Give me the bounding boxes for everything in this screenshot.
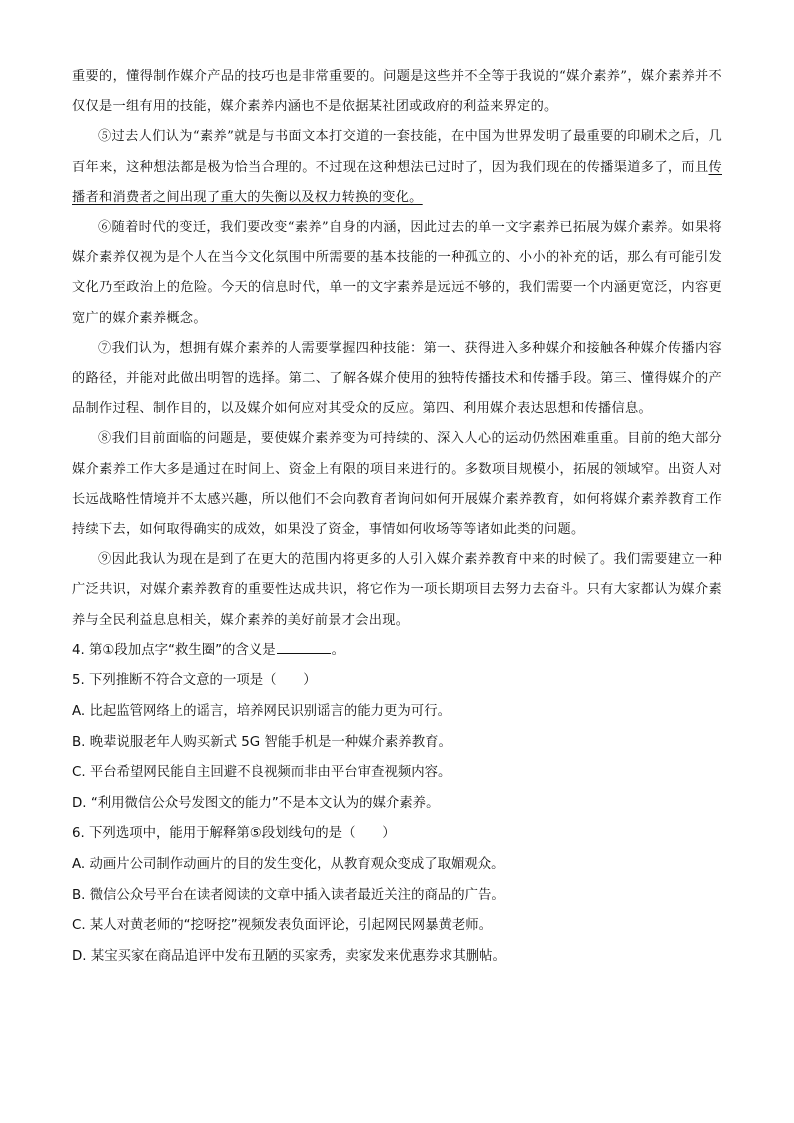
question-5-option-c[interactable]: C. 平台希望网民能自主回避不良视频而非由平台审查视频内容。	[72, 765, 452, 781]
question-5-option-d[interactable]: D. “利用微信公众号发图文的能力”不是本文认为的媒介素养。	[72, 795, 440, 811]
paragraph-7-text: ⑦我们认为，想拥有媒介素养的人需要掌握四种技能：第一、获得进入多种媒介和接触各种媒介传播内容的路径，并能对此做出明智的选择。第二、了解各媒介使用的独特传播技术和传播手段。第三、懂得媒介的产品制作过程、制作目的，以及媒介如何应对其受众的反应。第四、利用媒介表达思想和传播信息。	[72, 340, 722, 417]
paragraph-7	[72, 334, 722, 425]
answer-blank[interactable]	[277, 640, 331, 654]
questions-section	[72, 636, 722, 973]
question-4-end: 。	[331, 642, 345, 658]
question-6-option-c[interactable]: C. 某人对黄老师的“挖呀挖”视频发表负面评论，引起网民网暴黄老师。	[72, 918, 493, 934]
paragraph-6	[72, 213, 722, 334]
question-5-option-b[interactable]: B. 晚辈说服老年人购买新式 5G 智能手机是一种媒介素养教育。	[72, 734, 452, 750]
paragraph-5-underlined-sentence: 传播者和消费者之间出现了重大的失衡以及权力转换的变化。	[72, 159, 722, 205]
paragraph-8	[72, 424, 722, 545]
passage-continuation	[72, 62, 722, 122]
paragraph-5	[72, 122, 722, 213]
question-4-stem: 4. 第①段加点字“救生圈”的含义是	[72, 642, 276, 658]
question-6-stem: 6. 下列选项中，能用于解释第⑤段划线句的是（ ）	[72, 826, 396, 842]
paragraph-9-text: ⑨因此我认为现在是到了在更大的范围内将更多的人引入媒介素养教育中来的时候了。我们需要建立一种广泛共识，对媒介素养教育的重要性达成共识，将它作为一项长期项目去努力去奋斗。只有大家都认为媒介素养与全民利益息息相关，媒介素养的美好前景才会出现。	[72, 552, 722, 628]
paragraph-8-text: ⑧我们目前面临的问题是，要使媒介素养变为可持续的、深入人心的运动仍然困难重重。目前的绝大部分媒介素养工作大多是通过在时间上、资金上有限的项目来进行的。多数项目规模小，拓展的领域窄。出资人对长远战略性情境并不太感兴趣，所以他们不会向教育者询问如何开展媒介素养教育，如何将媒介素养教育工作持续下去，如何取得确实的成效，如果没了资金，事情如何收场等等诸如此类的问题。	[72, 431, 722, 538]
paragraph-9	[72, 545, 722, 636]
paragraph-5-text: ⑤过去人们认为“素养”就是与书面文本打交道的一套技能，在中国为世界发明了最重要的印刷术之后，几百年来，这种想法都是极为恰当合理的。不过现在这种想法已过时了，因为我们现在的传播渠道多了，而且	[72, 129, 722, 175]
paragraph-6-text: ⑥随着时代的变迁，我们要改变“素养”自身的内涵，因此过去的单一文字素养已拓展为媒介素养。如果将媒介素养仅视为是个人在当今文化氛围中所需要的基本技能的一种孤立的、小小的补充的话，那么有可能引发文化乃至政治上的危险。今天的信息时代，单一的文字素养是远远不够的，我们需要一个内涵更宽泛，内容更宽广的媒介素养概念。	[72, 220, 722, 326]
question-5-option-a[interactable]: A. 比起监管网络上的谣言，培养网民识别谣言的能力更为可行。	[72, 704, 451, 720]
question-6-option-a[interactable]: A. 动画片公司制作动画片的目的发生变化，从教育观众变成了取媚观众。	[72, 857, 505, 873]
question-6-option-b[interactable]: B. 微信公众号平台在读者阅读的文章中插入读者最近关注的商品的广告。	[72, 887, 505, 903]
question-4	[72, 636, 722, 667]
question-6-option-d[interactable]: D. 某宝买家在商品追评中发布丑陋的买家秀，卖家发来优惠券求其删帖。	[72, 948, 506, 964]
passage-continuation-text: 重要的，懂得制作媒介产品的技巧也是非常重要的。问题是这些并不全等于我说的“媒介素养”，媒介素养并不仅仅是一组有用的技能，媒介素养内涵也不是依据某社团或政府的利益来界定的。	[72, 69, 722, 115]
document-page	[72, 62, 722, 972]
question-5-stem: 5. 下列推断不符合文意的一项是（ ）	[72, 673, 317, 689]
